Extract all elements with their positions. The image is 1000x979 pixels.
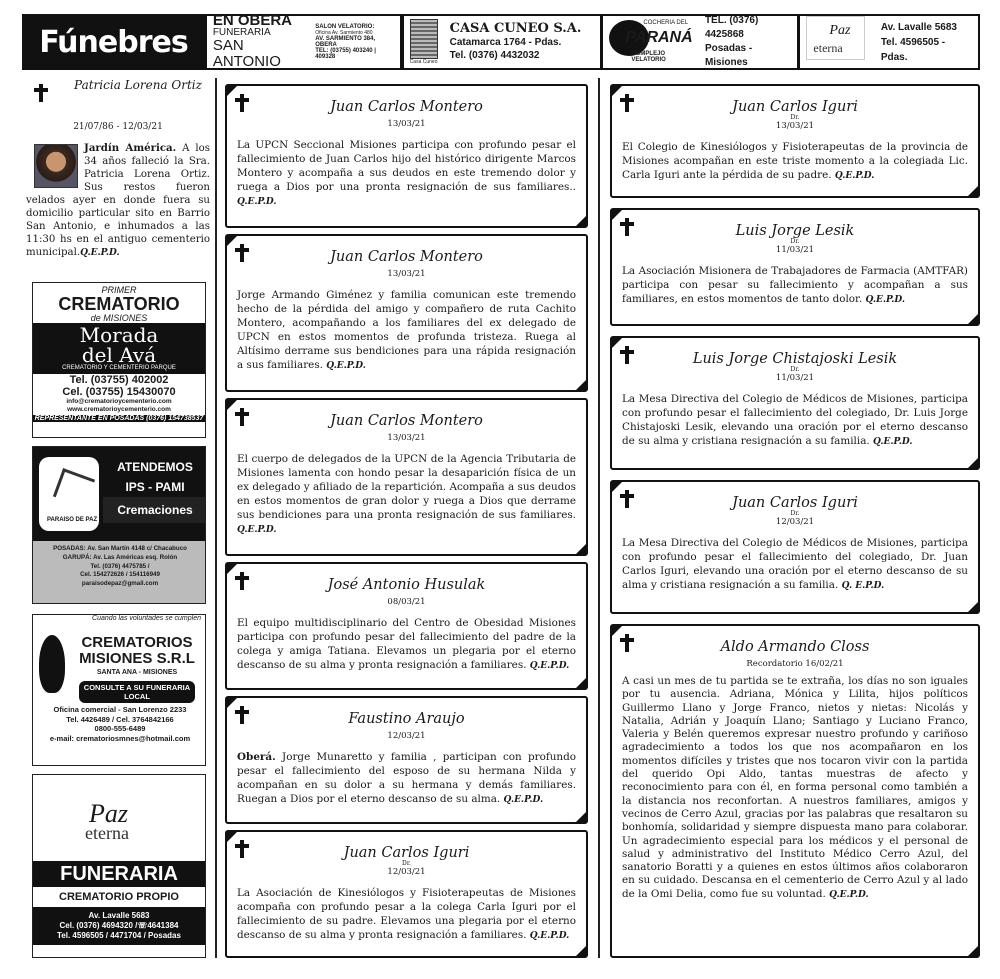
ad-paraiso-de-paz[interactable] <box>32 446 206 604</box>
qepd: Q.E.P.D. <box>237 197 277 207</box>
ad-phone: 0800-555-6489 <box>94 724 146 733</box>
ad-small-title: SALON VELATORIO: <box>315 24 375 30</box>
qepd: Q.E.P.D. <box>326 361 366 371</box>
cross-icon <box>34 84 48 102</box>
notice <box>225 398 588 556</box>
ad-place: SANTA ANA - MISIONES <box>96 669 178 676</box>
body-text: A los 34 años falleció la Sra. Patricia Lorena Ortiz. Sus restos fueron velados ayer en donde fuera su domicilio particular sito en Barrio San Antonio, e inhumados a las 11:30 hs en el antiguo cementerio municipal. <box>26 143 210 258</box>
notice-text <box>237 138 576 209</box>
ad-phone: Cel. (03755) 15430070 <box>62 386 176 398</box>
ad-funeraria-paz-eterna[interactable] <box>32 774 206 958</box>
ad-address: GARUPÁ: Av. Las Américas esq. Rolón <box>62 553 178 561</box>
qepd: Q.E.P.D. <box>865 295 906 305</box>
ad-title: CREMATORIO <box>58 294 180 314</box>
cross-icon <box>235 94 249 112</box>
dove-icon <box>53 468 95 508</box>
notice-date: 11/03/21 <box>775 245 815 255</box>
header-divider <box>600 16 604 68</box>
body-text: La Asociación de Kinesiólogos y Fisioterapeutas de Misiones acompaña con profundo pesar a la colega Carla Iguri por el fallecimiento de su padre. Elevamos una plegaria por el eterno descanso de su alma y pronta resignación a familiares. <box>237 887 576 941</box>
cross-icon <box>235 840 249 858</box>
section-title: Fúnebres <box>24 16 203 68</box>
cross-icon <box>620 346 634 364</box>
cross-icon <box>620 634 634 652</box>
title-abbrev: Dr. <box>790 114 800 121</box>
ad-phone: Tel. (03755) 402002 <box>69 374 169 386</box>
ad-address: Oficina comercial - San Lorenzo 2233 <box>53 705 187 714</box>
title-abbrev: Dr. <box>790 238 800 245</box>
ad-line <box>103 457 206 497</box>
notice <box>225 84 588 228</box>
deceased-name: Luis Jorge Lesik <box>735 223 855 239</box>
qepd: Q.E.P.D. <box>873 437 913 447</box>
ad-title: CASA CUNEO S.A. <box>449 21 582 36</box>
deceased-name: Luis Jorge Chistajoski Lesik <box>692 351 898 367</box>
ad-subtitle: CREMATORIO PROPIO <box>59 891 179 903</box>
logo-text: PARANÁ <box>625 29 693 46</box>
paz-eterna-logo <box>33 775 205 845</box>
notice <box>610 480 980 614</box>
lead-place: Oberá. <box>237 751 276 763</box>
title-abbrev: Dr. <box>402 860 411 867</box>
deceased-name: Juan Carlos Iguri <box>732 495 858 511</box>
ad-small-line: TEL: (03755) 403240 | 409328 <box>315 48 376 60</box>
ad-quote: Cuando las voluntades se cumplen <box>92 615 201 622</box>
dove-logo <box>39 457 99 531</box>
flame-icon <box>39 635 65 693</box>
qepd: Q.E.P.D. <box>80 248 120 258</box>
ad-phone: Tel. 4596505 / 4471704 / Posadas <box>57 931 181 940</box>
ad-phone: Cel. 154272626 / 154116949 <box>80 571 160 579</box>
notice-recordatorio <box>610 624 980 958</box>
body-text: La Mesa Directiva del Colegio de Médicos de Misiones, participa con profundo pesar el fallecimiento del colegiado, Dr. Juan Carlos Iguri, elevando una oración por el eterno descanso de su alma y cristiana resignación a su familia. <box>622 537 968 591</box>
body-text: El equipo multidisciplinario del Centro de Obesidad Misiones participa con profundo pesar del fallecimiento del padre de la colega y amiga Tatiana. Elevamos un plegaria por el eterno descanso de su alma y pronta resignación a familiares. <box>237 617 576 671</box>
ad-title: CREMATORIOS MISIONES S.R.L <box>79 634 195 667</box>
notice-date: 13/03/21 <box>387 269 426 279</box>
logo-text: eterna <box>85 823 129 843</box>
ad-title: FUNERARIA <box>33 861 205 887</box>
cross-icon <box>620 490 634 508</box>
ad-title: EN OBERA <box>212 12 293 29</box>
cross-icon <box>620 218 634 236</box>
notice-date: 08/03/21 <box>387 597 426 607</box>
ad-email: e-mail: crematoriosmnes@hotmail.com <box>49 733 191 743</box>
ad-address: POSADAS: Av. San Martín 4148 c/ Chacabuco <box>53 545 187 552</box>
deceased-name: Juan Carlos Montero <box>330 249 483 265</box>
body-text: Jorge Armando Giménez y familia comunican este tremendo hecho de la pérdida del amigo y compañero de ruta Cachito Montero, acompañando a los familiares del ex delegado de UPCN en estos momentos de profunda tristeza. Ruega al Altísimo derrame sus bendiciones para una rápida resignación a sus familiares. <box>237 289 576 371</box>
notice-text <box>237 452 576 537</box>
lead-place: Jardín América. <box>84 142 177 154</box>
logo-text: eterna <box>813 41 843 55</box>
column-divider <box>598 78 600 958</box>
deceased-name: José Antonio Husulak <box>327 577 486 593</box>
notice-date: 12/03/21 <box>387 731 426 741</box>
ad-phone: TEL. (0376) 4425868 <box>704 15 759 40</box>
ad-phone: Tel. 4426489 / Cel. 3764842166 <box>66 714 174 724</box>
title-abbrev: Dr. <box>790 366 800 373</box>
ad-band <box>33 323 205 374</box>
notice <box>610 84 980 198</box>
cross-icon <box>235 408 249 426</box>
ad-crematorio-morada-del-ava[interactable] <box>32 282 206 438</box>
body-text: A casi un mes de tu partida se te extraña, los días no son iguales por tu ausencia. Adriana, Mónica y Lilita, hijos políticos Guillermo Llano y Jorge Franco, nietos y nietas: Nicolás y Natalia, Adrián y Joaquín Llano; Santiago y Luciano Franco, Valeria y Belén queremos expresar nuestro profundo y cariñoso agradecimiento a todos los que nos acompañaron en los momentos difíciles y tristes que nos tocaron vivir con la partida del querido Opi Aldo, tantas muestras de afecto y reconocimiento para con él, en forma personal como también a la distancia nos reconfortan. A nuestros familiares, amigos y vecinos de Cerro Azul, gracias por las palabras que resaltaron su bonhomía, solidaridad y siempre dispuesta mano para colaborar. Un agradecimiento especial para los médicos y el personal de salud y administrativo del Instituto Médico Cerro Azul, del sanatorio Boratti y a quienes en estos últimos años colaboraron en su cuidado. Descansa en el cementerio de Cerro Azul y al lado de la Omi Delia, como fue su voluntad. <box>622 675 968 900</box>
body-text: El cuerpo de delegados de la UPCN de la Agencia Tributaria de Misiones lamenta con hondo pesar la desaparición física de un ex delegado y afiliado de la repartición. Acompaña a sus deudos en estos momentos de gran dolor y ruega a Dios que derrame sus bendiciones para una pronta resignación de sus familiares. <box>237 453 576 521</box>
ad-text: Cremaciones <box>103 497 206 523</box>
ad-rep: REPRESENTANTE EN POSADAS (0376) 154738537 <box>34 415 204 422</box>
cross-icon <box>620 94 634 112</box>
ad-address: Av. Lavalle 5683 <box>88 911 150 920</box>
ad-casa-cuneo-logo <box>404 16 444 68</box>
page-header <box>22 14 980 70</box>
ad-email: info@crematorioycementerio.com <box>66 398 172 405</box>
notice-date: 13/03/21 <box>775 121 815 131</box>
qepd: Q.E.P.D. <box>237 525 277 535</box>
ad-phone: Tel. (0376) 4475785 / <box>90 562 150 570</box>
logo-text: COCHERIA DEL <box>643 20 689 26</box>
crest-caption: Casa Cuneo <box>409 59 438 65</box>
paz-eterna-logo <box>806 16 864 60</box>
ad-line: SAN ANTONIO <box>212 37 281 70</box>
deceased-name: Juan Carlos Iguri <box>343 845 470 861</box>
ad-small-text <box>315 24 393 60</box>
ad-phone: Tel. (0376) 4432032 <box>449 50 540 61</box>
body-text: La UPCN Seccional Misiones participa con profundo pesar el fallecimiento de Juan Carlos hijo del histórico dirigente Marcos Montero y acompaña a sus deudos en este tremendo dolor y ruega a Dios por una pronta resignación de sus familiares.. <box>237 139 576 193</box>
deceased-name: Aldo Armando Closs <box>720 639 870 655</box>
deceased-name: Juan Carlos Montero <box>330 99 483 115</box>
body-text: Jorge Munaretto y familia , participan con profundo pesar el fallecimiento del esposo de su hermana Nilda y acompañan en su dolor a su hermana y demás familiares. Ruegan a Dios por el eterno descanso de su alma. <box>237 751 576 805</box>
parana-logo <box>607 16 695 63</box>
deceased-name: Juan Carlos Iguri <box>732 99 858 115</box>
cross-icon <box>235 706 249 724</box>
notice <box>225 562 588 690</box>
cross-icon <box>235 244 249 262</box>
ad-cocheria-parana[interactable] <box>699 16 797 68</box>
qepd: Q. E.P.D. <box>841 581 885 591</box>
ad-text: CREMATORIO Y CEMENTERIO PARQUE <box>62 365 176 371</box>
ad-phone: Cel. (0376) 4694320 /☏4641384 <box>59 921 179 930</box>
notice-date: 11/03/21 <box>775 373 815 383</box>
ad-text: IPS - PAMI <box>125 480 185 494</box>
ad-paz-eterna[interactable] <box>871 16 978 68</box>
notice-text <box>237 288 576 373</box>
notice-date: 13/03/21 <box>387 433 426 443</box>
ad-email: paraisodepaz@gmail.com <box>81 580 159 588</box>
ad-small-line: AV. SARMIENTO 384, OBERA <box>315 36 376 48</box>
notice <box>225 234 588 392</box>
body-text: La Mesa Directiva del Colegio de Médicos de Misiones, participa con profundo pesar el fallecimiento del colegiado, Dr. Luis Jorge Chistajoski Lesik, elevando una oración por el eterno descanso de su alma y cristiana resignación a su familia. <box>622 393 968 447</box>
ad-small-line: Oficina Av. Sarmiento 480 <box>315 30 373 36</box>
deceased-name: Patricia Lorena Ortiz <box>74 78 202 92</box>
notice-text <box>237 616 576 673</box>
notice <box>225 830 588 958</box>
notice-date: Recordatorio 16/02/21 <box>746 659 844 669</box>
ad-button: CONSULTE A SU FUNERARIA LOCAL <box>79 681 195 703</box>
notice-date: 12/03/21 <box>387 867 426 877</box>
ad-text: PRIMER <box>101 285 137 295</box>
ad-brand: Morada <box>79 323 159 347</box>
qepd: Q.E.P.D. <box>829 889 869 900</box>
ad-address: Av. Lavalle 5683 <box>880 21 957 33</box>
title-abbrev: Dr. <box>790 510 800 517</box>
ad-casa-cuneo[interactable] <box>444 16 600 68</box>
ad-contact <box>33 545 206 589</box>
deceased-name: Faustino Araujo <box>348 711 465 727</box>
life-dates: 21/07/86 - 12/03/21 <box>73 122 163 132</box>
ad-city: Posadas - Misiones <box>704 43 753 68</box>
ad-text: de MISIONES <box>90 313 148 323</box>
logo-text: PARAISO DE PAZ <box>47 517 98 523</box>
qepd: Q.E.P.D. <box>529 661 570 671</box>
column-divider <box>215 78 217 958</box>
header-divider <box>797 16 801 68</box>
notice-date: 12/03/21 <box>775 517 815 527</box>
ad-crematorios-misiones[interactable] <box>32 614 206 766</box>
notice <box>610 336 980 470</box>
notice-text <box>237 750 576 807</box>
body-text: El Colegio de Kinesiólogos y Fisioterapeutas de la provincia de Misiones acompañan en este triste momento a la colegiada Lic. Carla Iguri ante la pérdida de su padre. <box>622 141 968 181</box>
crest-icon <box>410 19 438 59</box>
ad-funeraria-san-antonio[interactable] <box>207 12 400 70</box>
notice-text <box>622 264 968 307</box>
ad-text: ATENDEMOS <box>117 460 193 474</box>
ad-brand: del Avá <box>81 343 157 367</box>
notice-text <box>622 140 968 183</box>
ad-phone: Tel. 4596505 - Pdas. <box>880 36 946 63</box>
qepd: Q.E.P.D. <box>834 171 875 181</box>
logo-text: Paz <box>829 23 851 38</box>
ad-contact <box>33 705 206 743</box>
notice-text <box>622 536 968 593</box>
notice <box>610 208 980 326</box>
ad-address: Catamarca 1764 - Pdas. <box>449 37 562 48</box>
qepd: Q.E.P.D. <box>503 795 544 805</box>
ad-line: FUNERARIA <box>212 27 271 38</box>
notice-text <box>622 675 968 902</box>
cross-icon <box>235 572 249 590</box>
ad-contact <box>33 907 205 945</box>
notice-text <box>622 392 968 449</box>
notice-text <box>237 886 576 943</box>
logo-text: Paz <box>89 799 128 828</box>
deceased-photo <box>34 144 78 188</box>
ad-web: www.crematorioycementerio.com <box>67 406 171 413</box>
logo-text: COMPLEJO VELATORIO <box>631 51 666 63</box>
notice-date: 13/03/21 <box>387 119 426 129</box>
qepd: Q.E.P.D. <box>529 931 570 941</box>
deceased-name: Juan Carlos Montero <box>330 413 483 429</box>
notice <box>225 696 588 824</box>
body-text: La Asociación Misionera de Trabajadores de Farmacia (AMTFAR) participa con pesar su fallecimiento y acompañan a sus familiares, en estos momentos de tanto dolor. <box>622 265 968 305</box>
